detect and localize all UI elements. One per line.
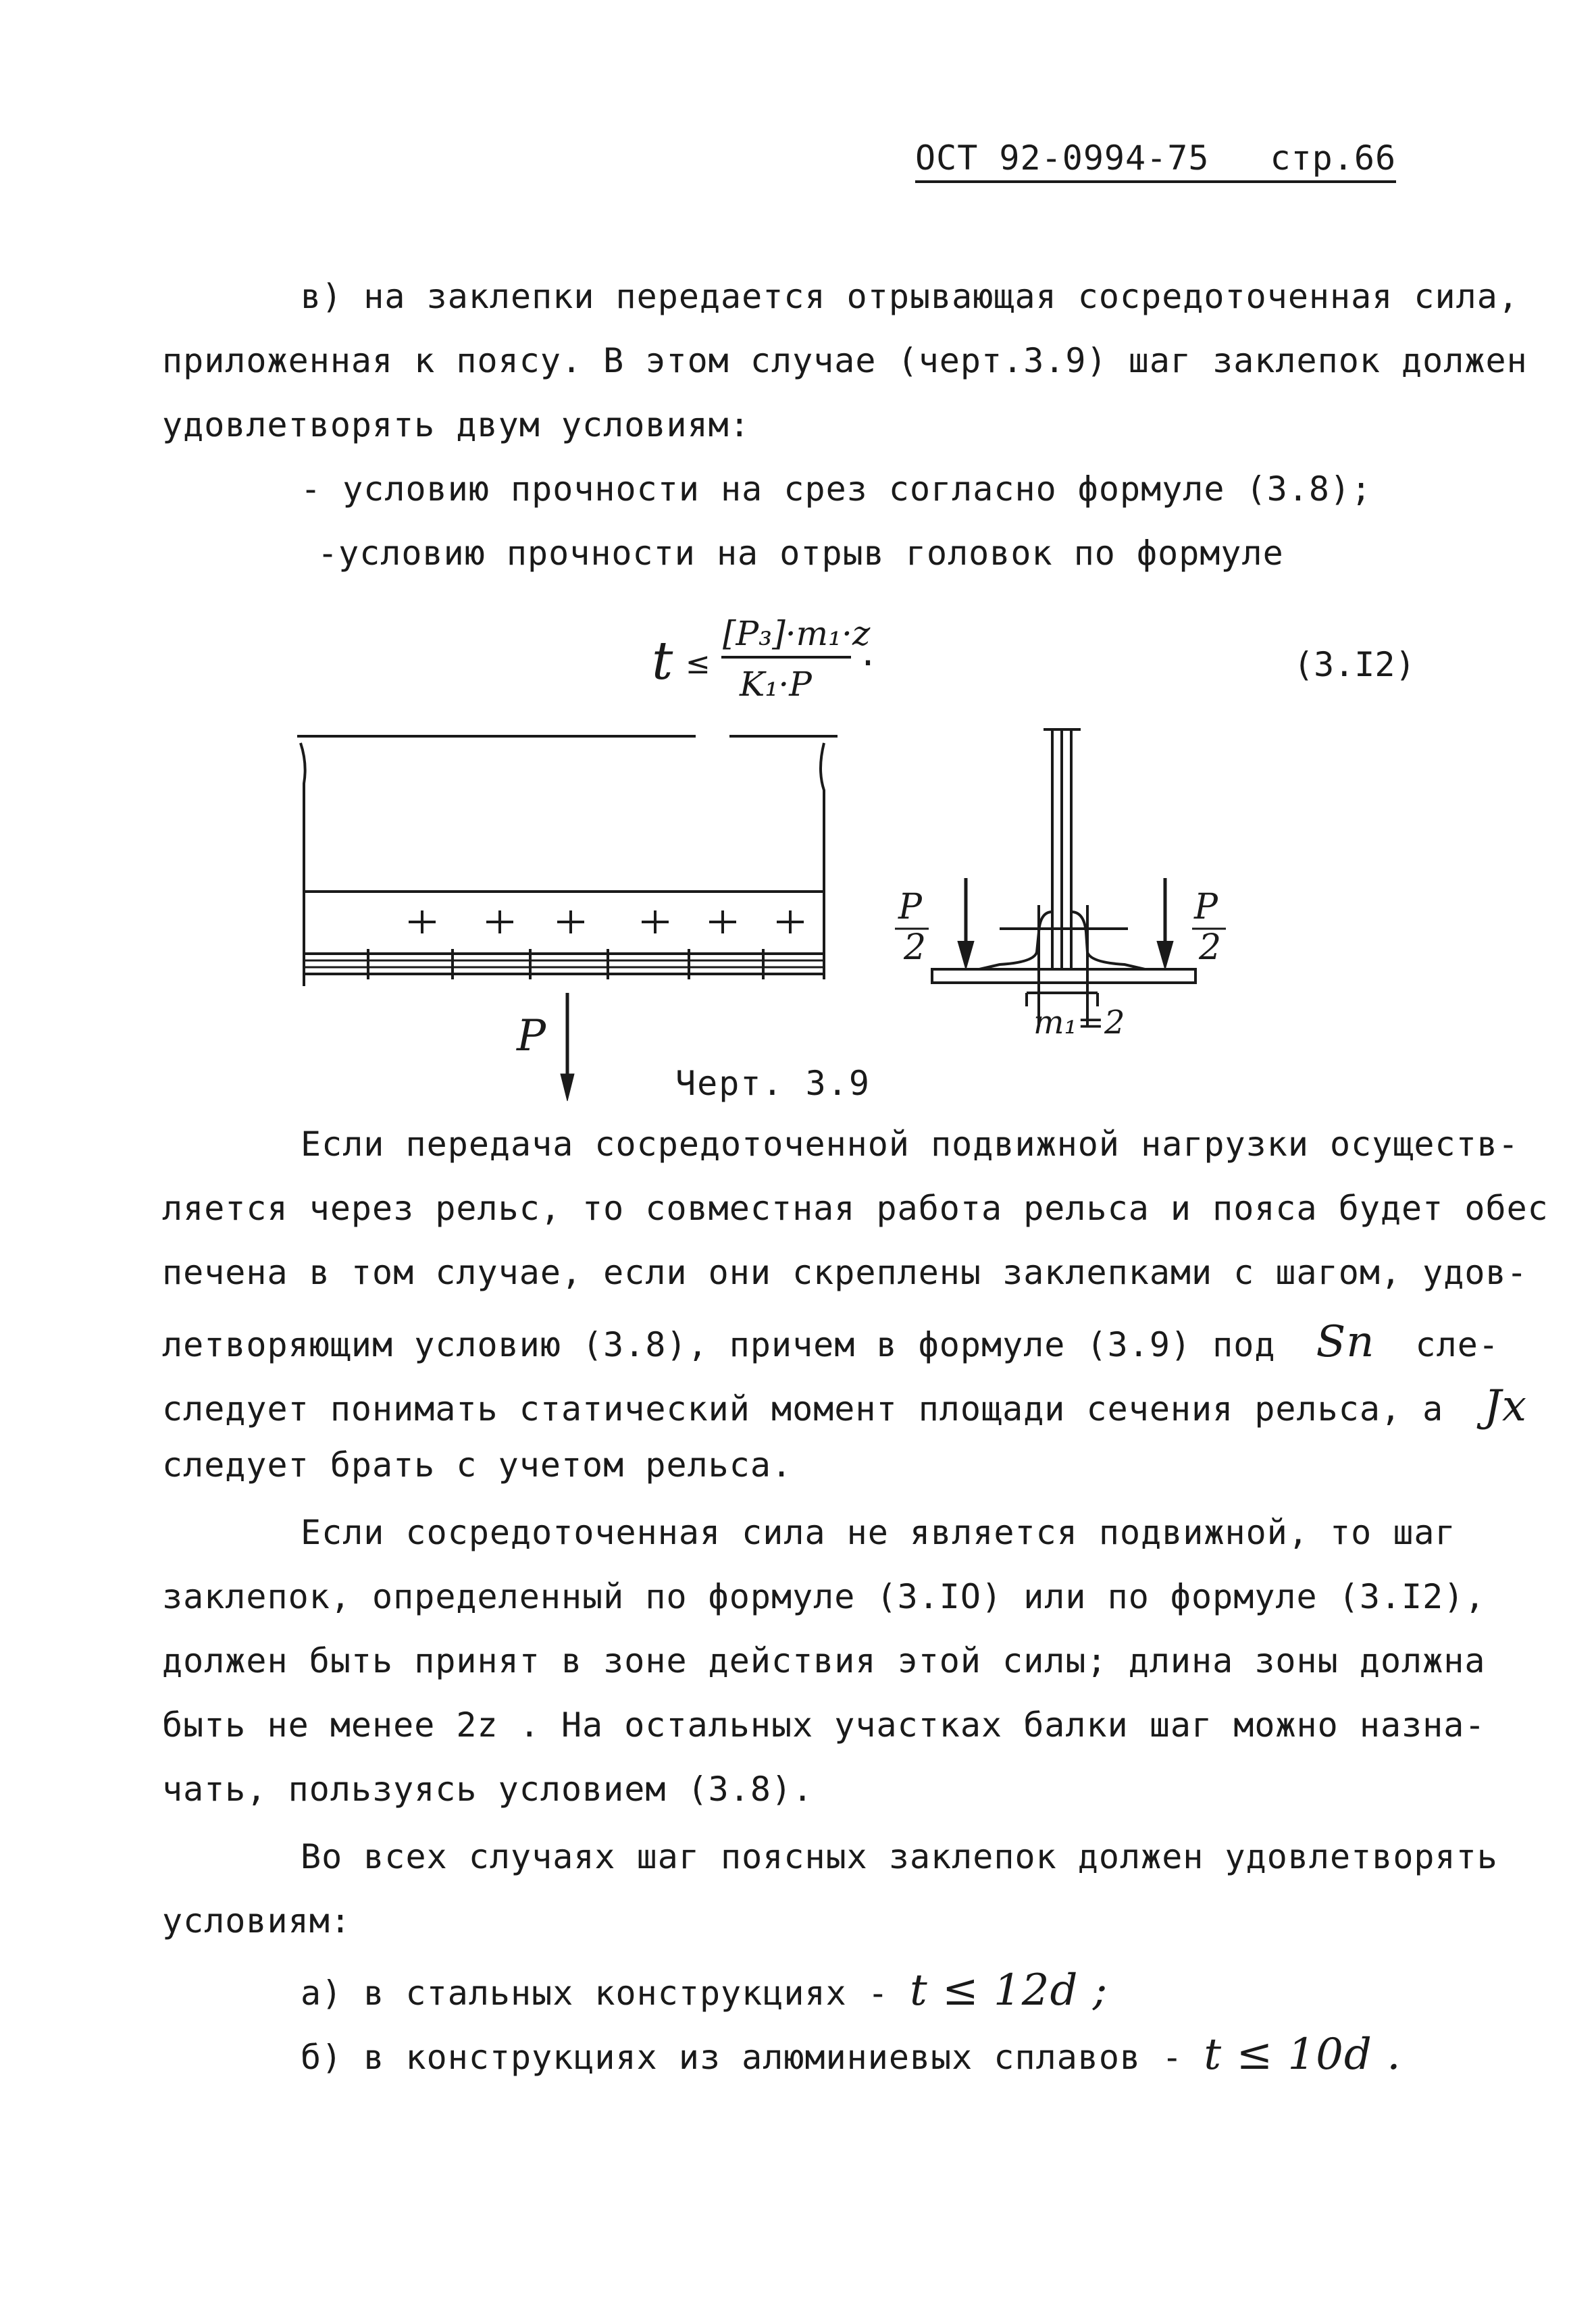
text-line (162, 1381, 1527, 1431)
text-line: в) на заклепки передается отрывающая сосредоточенная сила, (301, 277, 1519, 316)
text-line: заклепок, определенный по формуле (3.IO) или по формуле (3.I2), (162, 1577, 1486, 1616)
page-number: стр.66 (1270, 138, 1397, 178)
condition-b-text: б) в конструкциях из алюминиевых сплавов - (301, 2038, 1183, 2077)
symbol-jx: Jx (1484, 1381, 1528, 1431)
text-line: условиям: (162, 1901, 351, 1940)
formula-relation: ≤ (686, 646, 711, 681)
rivet-rows-label: m₁=2 (1033, 1004, 1125, 1042)
text-segment: следует понимать статический момент площади сечения рельса, а (162, 1389, 1444, 1429)
rivet-marks (368, 910, 804, 979)
text-segment: летворяющим условию (3.8), причем в формуле (3.9) под (162, 1325, 1276, 1364)
beam-cross-section (895, 729, 1226, 1027)
half-force-left-den: 2 (904, 927, 927, 968)
condition-a (301, 1965, 1108, 2015)
force-label: P (517, 1011, 546, 1061)
text-line: ляется через рельс, то совместная работа рельса и пояса будет обес (162, 1189, 1549, 1228)
document-code: ОСТ 92-0994-75 (915, 138, 1210, 178)
formula-numerator: [P₃]·m₁·z (723, 614, 871, 653)
equation-number: (3.I2) (1293, 645, 1416, 684)
condition-b (301, 2030, 1401, 2080)
text-line: Если сосредоточенная сила не является подвижной, то шаг (301, 1513, 1456, 1552)
text-line: следует брать с учетом рельса. (162, 1445, 793, 1485)
formula-denominator: K₁·P (740, 665, 812, 704)
text-line: быть не менее 2z . На остальных участках балки шаг можно назна- (162, 1705, 1486, 1745)
text-line: Во всех случаях шаг поясных заклепок должен удовлетворять (301, 1837, 1498, 1876)
text-line: должен быть принят в зоне действия этой силы; длина зоны должна (162, 1641, 1486, 1680)
condition-a-text: а) в стальных конструкциях - (301, 1974, 889, 2013)
text-segment: сле- (1415, 1325, 1499, 1364)
condition-b-formula: t ≤ 10d . (1204, 2030, 1401, 2080)
half-force-right-num: P (1194, 887, 1218, 927)
half-force-right-den: 2 (1199, 927, 1222, 968)
symbol-sn: Sn (1316, 1317, 1375, 1367)
text-line: - условию прочности на срез согласно формуле (3.8); (301, 469, 1372, 509)
svg-text:.: . (858, 634, 879, 673)
text-line: приложенная к поясу. В этом случае (черт.3.9) шаг заклепок должен (162, 341, 1528, 380)
page-header (915, 138, 1396, 183)
text-line: Если передача сосредоточенной подвижной нагрузки осуществ- (301, 1125, 1519, 1164)
beam-side-view (297, 736, 838, 1101)
figure-caption: Черт. 3.9 (675, 1064, 871, 1103)
formula-3-12 (648, 598, 919, 706)
text-line (162, 1317, 1499, 1367)
condition-a-formula: t ≤ 12d ; (909, 1965, 1108, 2015)
text-line: чать, пользуясь условием (3.8). (162, 1770, 814, 1809)
text-line: удовлетворять двум условиям: (162, 405, 750, 444)
half-force-left-num: P (898, 887, 922, 927)
text-line: -условию прочности на отрыв головок по формуле (317, 534, 1284, 573)
formula-lhs: t (652, 631, 673, 692)
text-line: печена в том случае, если они скреплены заклепками с шагом, удов- (162, 1253, 1528, 1292)
